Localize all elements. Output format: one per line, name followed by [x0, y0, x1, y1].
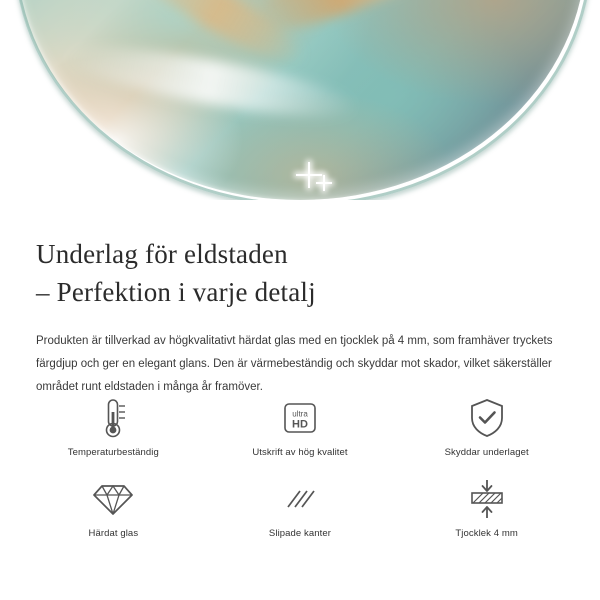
description-paragraph: Produkten är tillverkad av högkvalitativt härdat glas med en tjocklek på 4 mm, som framhäver tryckets färgdjup och ger en elegant glans. Den är värmebeständig och skyddar mot skador, vilket säkerställer området runt eldstaden i många år framöver.	[36, 334, 553, 393]
hero-product-image	[0, 0, 600, 200]
shield-check-icon	[467, 395, 507, 441]
text-content	[0, 200, 600, 399]
thickness-arrows-icon	[466, 476, 508, 522]
white-vein-decoration	[58, 34, 361, 129]
feature-label: Härdat glas	[88, 528, 139, 539]
polished-edges-icon	[280, 476, 320, 522]
feature-item	[393, 476, 580, 539]
feature-item	[207, 395, 394, 458]
page-title	[0, 200, 600, 312]
feature-label: Slipade kanter	[268, 528, 332, 539]
diamond-icon	[92, 476, 134, 522]
svg-text:ultra: ultra	[292, 409, 308, 419]
feature-label: Tjocklek 4 mm	[455, 528, 518, 539]
headline-line-1: Underlag för eldstaden	[36, 239, 288, 269]
headline-line-2: – Perfektion i varje detalj	[36, 277, 316, 308]
feature-label: Utskrift av hög kvalitet	[252, 447, 348, 458]
thermometer-icon	[92, 395, 134, 441]
feature-item	[20, 395, 207, 458]
ultra-hd-icon	[280, 395, 320, 441]
feature-item	[20, 476, 207, 539]
feature-item	[393, 395, 580, 458]
feature-grid	[20, 395, 580, 539]
svg-text:HD: HD	[292, 418, 308, 431]
feature-label: Skyddar underlaget	[444, 447, 529, 458]
feature-label: Temperaturbeständig	[67, 447, 159, 458]
marble-disc-graphic	[14, 0, 586, 200]
feature-item	[207, 476, 394, 539]
